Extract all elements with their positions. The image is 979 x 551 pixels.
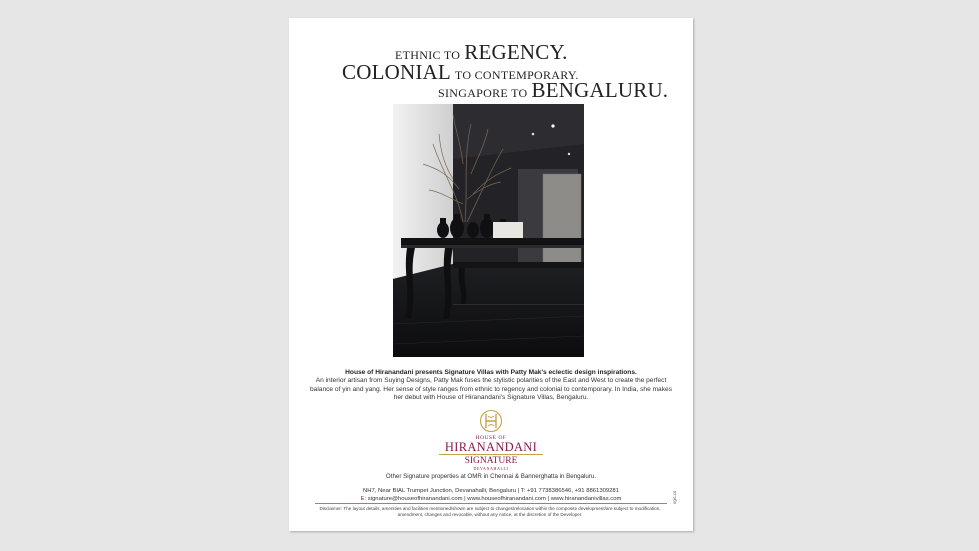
logo-brand-name: HIRANANDANI [444, 440, 538, 454]
email-label: E: [360, 496, 367, 502]
contact-web [289, 495, 693, 503]
headline-large-text: REGENCY. [464, 40, 568, 64]
headline-small-text: ETHNIC TO [395, 48, 461, 62]
footer-divider [315, 503, 667, 504]
logo-house-of: HOUSE OF [475, 435, 507, 441]
console-top [401, 238, 584, 246]
headline-large-text: BENGALURU. [531, 78, 669, 102]
body-paragraph: An interior artisan from Suying Designs, Patty Mak fuses the stylistic polarities of the East and West to create the perfect balance of yin and yang. Her sense of style ranges from ethnic to regency and colonial to contemporary. In India, she makes her debut with House of Hiranandani's Signature Villas, Bengaluru. [309, 377, 672, 402]
logo-location: DEVANAHALLI [473, 466, 509, 471]
headline-line-3 [438, 80, 842, 101]
disclaimer: Disclaimer: The layout details, amenities and facilities mentioned/shown are subject to changes/relocation within the composite development/are subject to modification, amendment, changes and revocable, without any notice, at the discretion of the Developer. [319, 506, 661, 517]
headline-small-text: SINGAPORE TO [438, 86, 528, 100]
other-properties: Other Signature properties at OMR in Chennai & Bannerghatta in Bengaluru. [385, 473, 597, 480]
body-copy [309, 369, 673, 403]
white-box [493, 222, 523, 238]
logo-divider [439, 454, 543, 455]
left-wall [393, 104, 453, 279]
contact-address: NH7, Near BIAL Trumpet Junction, Devanahalli, Bengaluru | T: +91 7738386546, +91 8861309281 [363, 488, 619, 494]
contact-details [289, 487, 693, 503]
logo-signature: SIGNATURE [464, 456, 518, 466]
brand-logo [439, 409, 543, 471]
agency-code: ogic.co [672, 490, 677, 504]
headline-line-1 [395, 42, 799, 63]
interior-photo [393, 104, 584, 357]
headline-large-text: COLONIAL [342, 60, 451, 84]
interior-photo-graphic [393, 104, 584, 357]
hiranandani-monogram-icon [479, 409, 503, 433]
stone-panel [543, 174, 581, 264]
body-lead: House of Hiranandani presents Signature Villas with Patty Mak's eclectic design inspirations. [345, 369, 637, 376]
headline-small-text: TO CONTEMPORARY. [454, 68, 579, 82]
bench [453, 262, 584, 268]
contact-links[interactable]: signature@houseofhiranandani.com | www.houseofhiranandani.com | www.hiranandanivillas.com [367, 496, 622, 502]
ad-page [289, 18, 693, 531]
